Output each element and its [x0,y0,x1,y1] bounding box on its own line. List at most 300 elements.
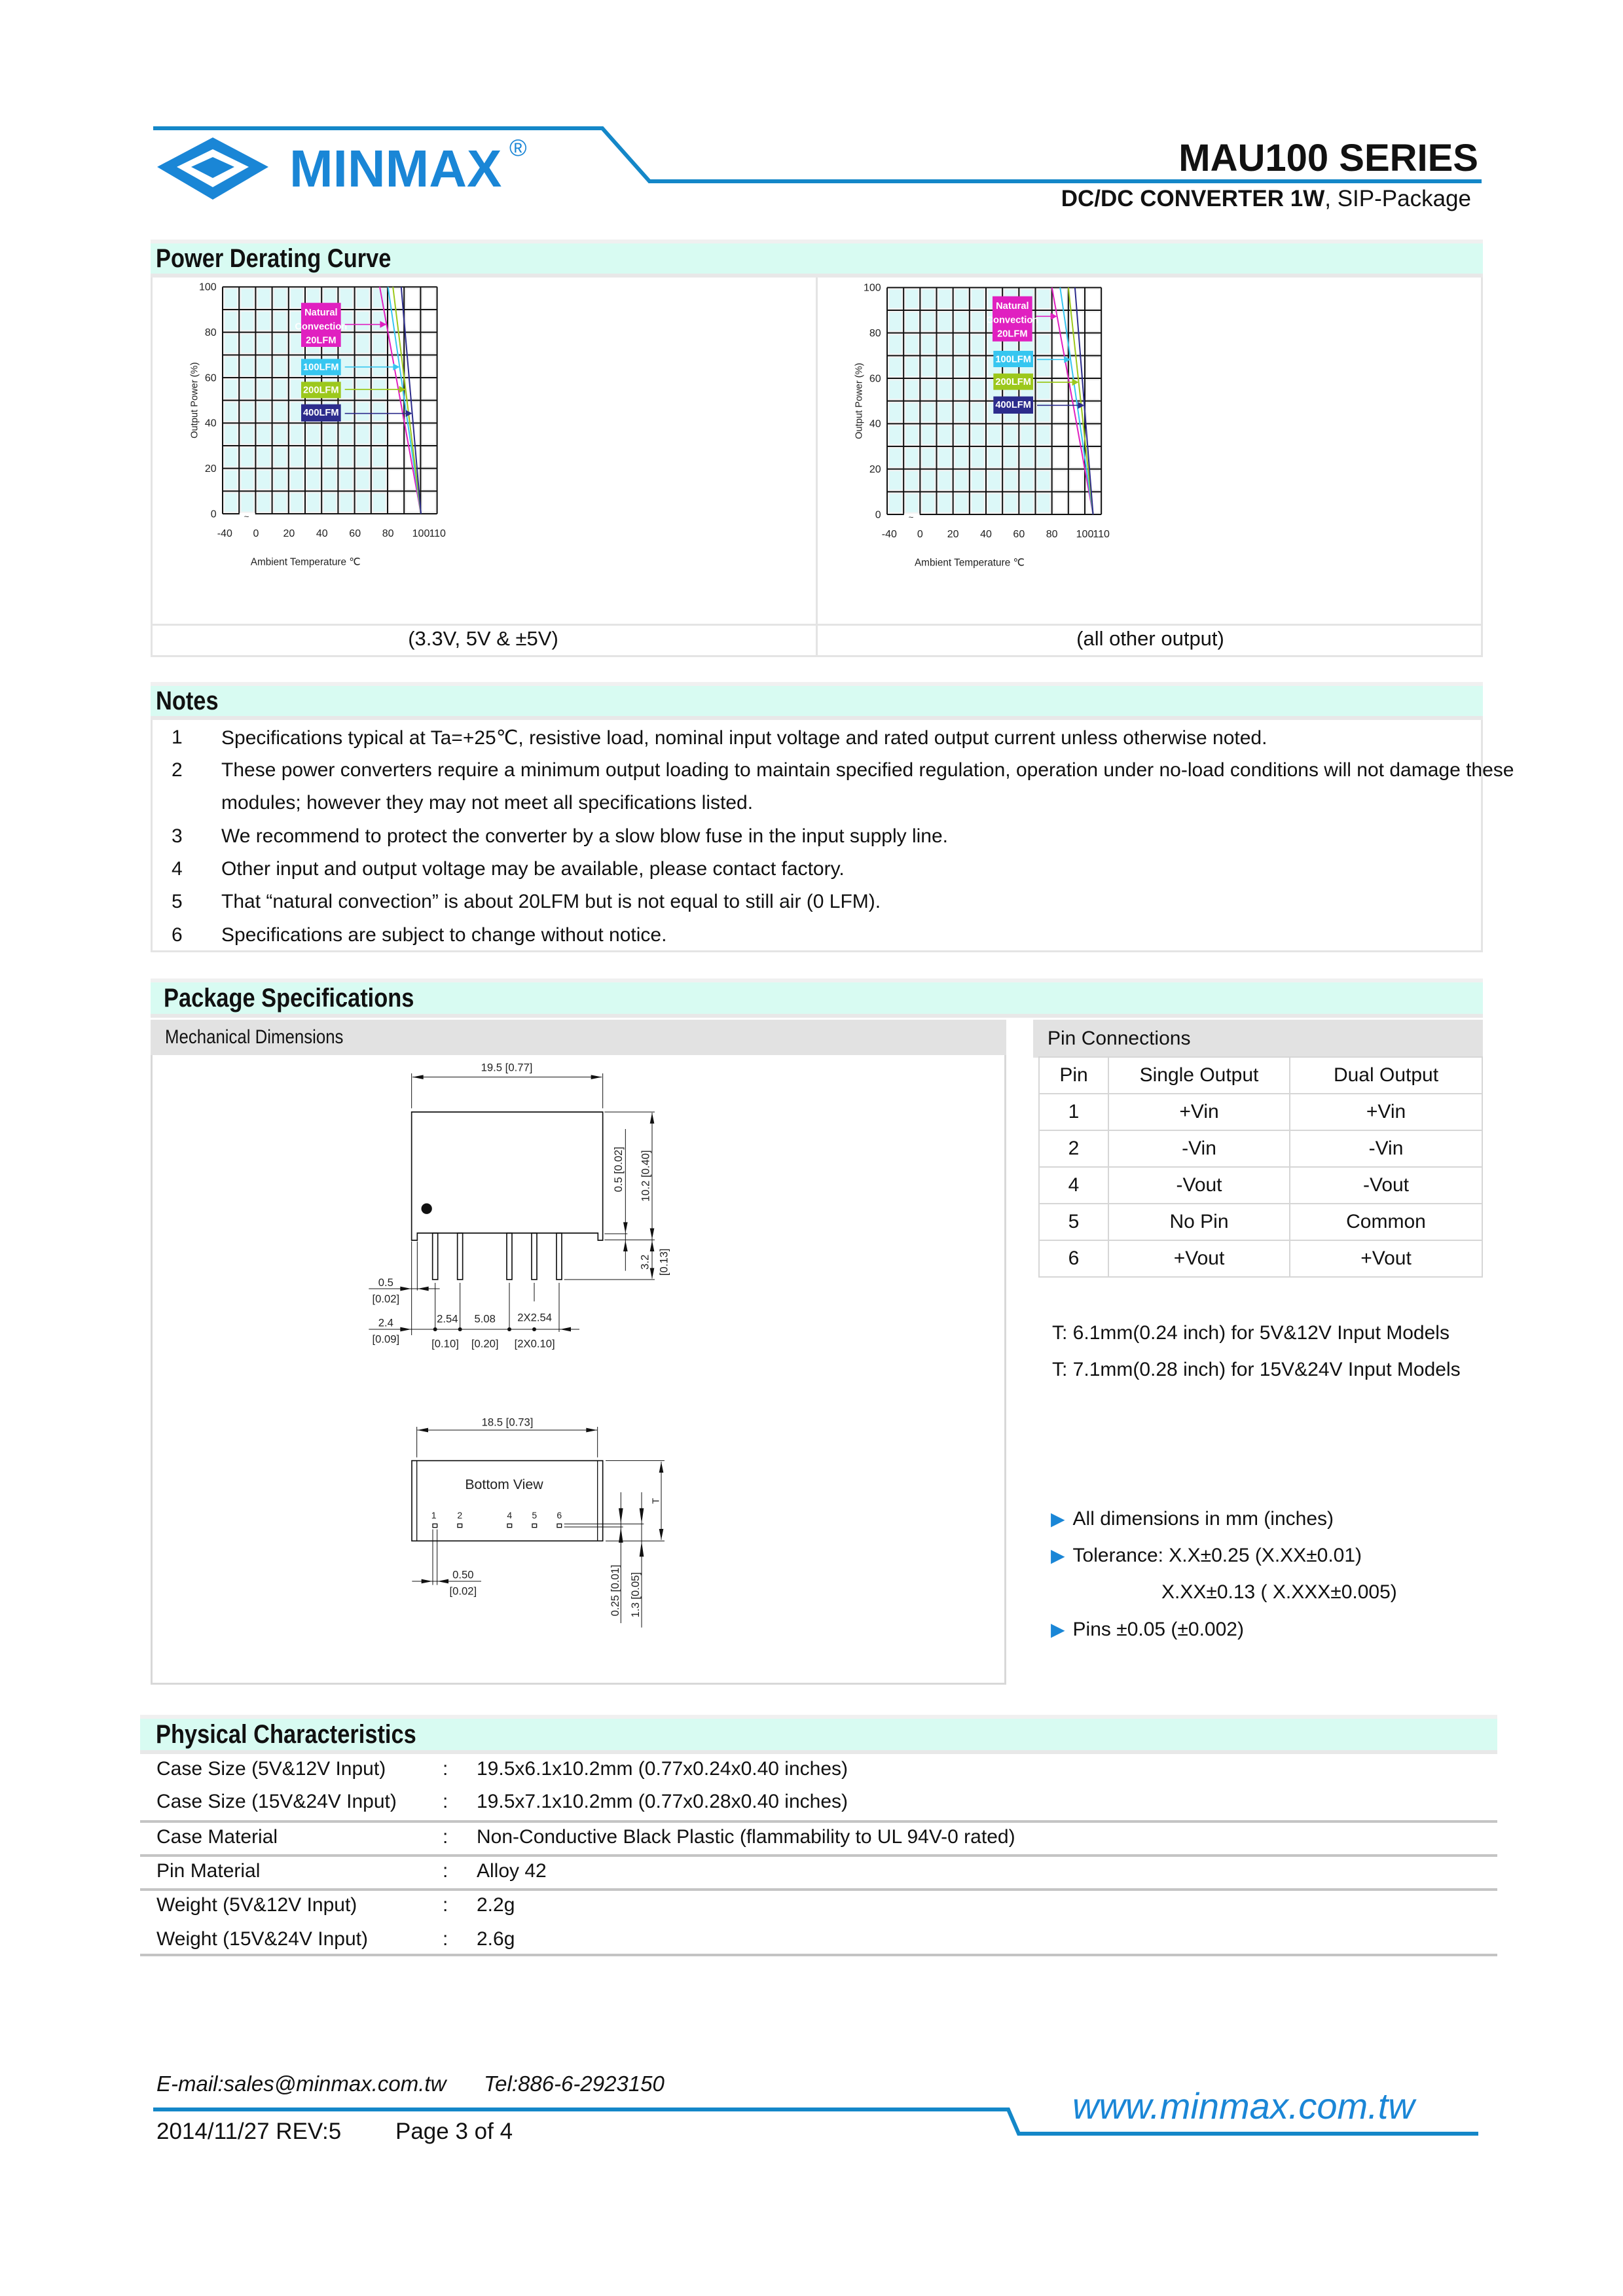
x-tick-label: 60 [1013,529,1025,540]
grid-cell-inner [390,425,402,444]
heading-text: Physical Characteristics [156,1719,416,1749]
phys-colon: : [443,1826,448,1848]
x-tick-label: 20 [947,529,959,540]
grid-cell-inner [939,426,951,444]
note-text: We recommend to protect the converter by a slow blow fuse in the input supply line. [221,825,949,847]
grid-cell-inner [1087,290,1099,308]
footer-tel: Tel:886-6-2923150 [484,2072,665,2096]
grid-cell-inner [357,334,369,353]
dim-pad-height: 0.25 [0.01] [609,1564,621,1617]
y-tick-label: 100 [863,282,881,294]
grid-cell-inner [340,334,353,353]
grid-cell-inner [357,448,369,466]
note-number: 1 [172,726,183,748]
phys-value: 2.6g [477,1928,515,1950]
grid-cell-inner [225,289,237,308]
table-cell: -Vout [1108,1167,1290,1204]
phys-label: Case Size (15V&24V Input) [156,1791,397,1812]
y-tick-label: 20 [204,463,217,475]
x-tick-label: 0 [917,529,923,540]
grid-cell-inner [988,426,1000,444]
note-number: 4 [172,858,183,880]
grid-cell-inner [906,290,919,308]
grid-cell-inner [340,471,353,489]
x-tick-label: 20 [283,528,295,539]
x-tick-label: -40 [881,529,897,540]
y-tick-label: 20 [869,464,881,475]
t-note-2: T: 7.1mm(0.28 inch) for 15V&24V Input Models [1052,1359,1461,1380]
grid-cell-inner [939,312,951,331]
grid-cell-inner [307,471,319,489]
grid-cell-inner [357,471,369,489]
dim-pin-length-in: [0.13] [657,1248,670,1276]
bullet-text: Pins ±0.05 (±0.002) [1072,1619,1244,1640]
grid-cell-inner [258,471,270,489]
grid-cell-inner [390,448,402,466]
grid-cell-inner [988,471,1000,490]
grid-cell-inner [1054,494,1067,512]
phys-value: Non-Conductive Black Plastic (flammability to UL 94V-0 rated) [477,1826,1015,1848]
dim-offset: 2.4 [378,1316,393,1329]
module-bottom [412,1461,603,1541]
grid-cell-inner [274,289,287,308]
grid-cell-inner [972,335,984,353]
grid-cell-inner [324,471,337,489]
x-tick-label: 60 [349,528,361,539]
phys-colon: : [443,1791,448,1812]
grid-cell-inner [1005,426,1017,444]
grid-cell-inner [274,380,287,398]
table-header-row [1039,1057,1482,1094]
grid-cell-inner [1038,335,1050,353]
grid-cell-inner [939,494,951,512]
grid-cell-inner [1087,358,1099,376]
grid-cell-inner [373,448,386,466]
grid-cell-inner [373,471,386,489]
grid-cell-inner [274,448,287,466]
x-tick-label: 100 [1076,529,1094,540]
grid-cell-inner [291,493,303,512]
x-tick-label: 80 [382,528,394,539]
grid-cell-inner [274,334,287,353]
grid-cell-inner [357,357,369,376]
dim-pitch1-in: [0.10] [431,1337,459,1350]
y-tick-label: 0 [210,509,217,520]
grid-cell-inner [1054,448,1067,467]
x-tick-label: 110 [1093,529,1110,540]
grid-cell-inner [1070,335,1083,353]
phys-value: Alloy 42 [477,1860,547,1882]
y-tick-label: 60 [869,373,881,385]
subtitle-rest: , SIP-Package [1324,186,1471,211]
note-number: 6 [172,924,183,946]
legend-label: 200LFM [995,377,1031,387]
grid-cell-inner [939,335,951,353]
grid-cell-inner [906,448,919,467]
grid-cell-inner [423,448,435,466]
grid-cell-inner [242,493,254,512]
table-cell: -Vout [1290,1167,1482,1204]
dim-pitch3-in: [2X0.10] [514,1337,555,1350]
y-tick-label: 40 [869,418,881,430]
grid-cell-inner [955,358,968,376]
section-heading-derating [151,240,1483,278]
grid-cell-inner [423,312,435,330]
legend-label: 400LFM [303,408,339,418]
grid-cell-inner [889,471,902,490]
legend-label: Convection [295,321,348,332]
table-cell: +Vout [1108,1240,1290,1277]
footer-date-rev: 2014/11/27 REV:5 [156,2119,342,2144]
grid-cell-inner [340,289,353,308]
phys-value: 2.2g [477,1894,515,1916]
grid-cell-inner [1038,290,1050,308]
pin1-marker [422,1204,431,1213]
legend-label: 400LFM [995,400,1031,410]
grid-cell-inner [906,312,919,331]
phys-colon: : [443,1894,448,1916]
grid-cell-inner [906,380,919,399]
grid-cell-inner [1021,494,1034,512]
dim-pitch2: 5.08 [474,1312,496,1325]
dim-pitch2-in: [0.20] [471,1337,499,1350]
grid-cell-inner [307,448,319,466]
phys-value: 19.5x7.1x10.2mm (0.77x0.28x0.40 inches) [477,1791,848,1812]
phys-value: 19.5x6.1x10.2mm (0.77x0.24x0.40 inches) [477,1758,848,1780]
grid-cell-inner [373,493,386,512]
note-text: modules; however they may not meet all specifications listed. [221,792,754,814]
section-heading-notes [151,682,1483,720]
grid-cell-inner [274,425,287,444]
grid-cell-inner [274,312,287,330]
grid-cell-inner [324,425,337,444]
table-row [1039,1204,1482,1240]
grid-cell-inner [955,335,968,353]
grid-cell-inner [1038,358,1050,376]
bottom-view-drawing [360,1407,818,1656]
axis-break-icon: ~ [244,511,249,522]
note-text: Specifications typical at Ta=+25℃, resistive load, nominal input voltage and rated output current unless otherwise noted. [221,727,1267,749]
grid-cell-inner [258,403,270,421]
divider [140,1888,1497,1891]
grid-cell-inner [324,448,337,466]
table-row [1039,1094,1482,1130]
table-cell: +Vin [1290,1094,1482,1130]
grid-cell-inner [889,312,902,331]
table-cell: +Vin [1108,1094,1290,1130]
pin-number: 1 [431,1510,437,1520]
phys-colon: : [443,1928,448,1950]
y-axis-label: Output Power (%) [854,363,865,439]
footer-website[interactable]: www.minmax.com.tw [1072,2085,1415,2126]
heading-text: Package Specifications [164,983,414,1013]
grid-cell-inner [1038,471,1050,490]
grid-cell-inner [291,448,303,466]
derating-chart-right [818,275,1499,668]
grid-cell-inner [922,448,935,467]
note-text: Other input and output voltage may be available, please contact factory. [221,858,845,880]
pin-number: 4 [507,1510,513,1520]
grid-cell-inner [242,448,254,466]
grid-cell-inner [423,334,435,353]
grid-cell-inner [390,403,402,421]
grid-cell-inner [922,312,935,331]
minmax-logo-icon [157,137,268,203]
grid-cell-inner [955,290,968,308]
note-number: 3 [172,825,183,847]
dim-offset-in: [0.09] [372,1333,400,1346]
grid-cell-inner [1038,448,1050,467]
grid-cell-inner [922,471,935,490]
phys-colon: : [443,1860,448,1882]
divider [140,1820,1497,1823]
grid-cell-inner [1070,494,1083,512]
triangle-bullet-icon: ▶ [1051,1619,1065,1640]
brand-name: MINMAX [289,139,502,198]
grid-cell-inner [1005,471,1017,490]
y-tick-label: 80 [869,328,881,339]
grid-cell-inner [225,312,237,330]
grid-cell-inner [955,426,968,444]
col-pin: Pin [1039,1057,1108,1094]
mech-heading-text: Mechanical Dimensions [165,1026,344,1048]
table-cell: -Vin [1108,1130,1290,1167]
x-tick-label: 40 [980,529,992,540]
grid-cell-inner [972,471,984,490]
module-body [412,1112,603,1240]
grid-cell-inner [242,334,254,353]
grid-cell-inner [242,357,254,376]
grid-cell-inner [922,380,935,399]
grid-cell-inner [242,289,254,308]
grid-cell-inner [340,357,353,376]
grid-cell-inner [1038,426,1050,444]
grid-cell-inner [1087,426,1099,444]
pin-pads [433,1524,562,1527]
arrowheads [400,1075,654,1331]
dim-edge-in: [0.02] [372,1293,400,1305]
grid-cell-inner [889,494,902,512]
phys-label: Weight (15V&24V Input) [156,1928,368,1950]
subtitle-bold: DC/DC CONVERTER 1W [1061,186,1325,211]
y-tick-label: 100 [198,281,217,293]
x-tick-label: 100 [412,528,430,539]
note-text: These power converters require a minimum output loading to maintain specified regulation, operation under no-load conditions will not damage these [221,759,1514,781]
dim-standoff: 0.5 [0.02] [612,1146,625,1193]
bullet-tolerance [1051,1545,1362,1567]
x-tick-label: 80 [1046,529,1058,540]
legend-label: 100LFM [995,354,1031,365]
series-subtitle [1061,186,1471,212]
grid-cell-inner [972,448,984,467]
grid-cell-inner [225,380,237,398]
grid-cell-inner [889,358,902,376]
grid-cell-inner [1054,335,1067,353]
grid-cell-inner [357,493,369,512]
grid-cell-inner [258,380,270,398]
grid-cell-inner [373,403,386,421]
grid-cell-inner [390,471,402,489]
dim-pin-length: 3.2 [638,1254,651,1270]
note-text: That “natural convection” is about 20LFM but is not equal to still air (0 LFM). [221,891,881,912]
pin-heading-text: Pin Connections [1048,1028,1191,1049]
table-row [1039,1240,1482,1277]
pin-number: 6 [556,1510,562,1520]
grid-cell-inner [357,403,369,421]
grid-cell-inner [423,357,435,376]
grid-cell-inner [955,448,968,467]
series-title: MAU100 SERIES [1178,137,1478,179]
phys-label: Case Material [156,1826,278,1848]
heading-text: Notes [156,686,219,715]
grid-cell-inner [340,493,353,512]
grid-cell-inner [972,358,984,376]
grid-cell-inner [242,380,254,398]
x-axis-label: Ambient Temperature ℃ [914,557,1025,569]
grid-cell-inner [225,425,237,444]
grid-cell-inner [258,334,270,353]
grid-cell-inner [258,448,270,466]
grid-cell-inner [889,335,902,353]
arrowheads [417,1428,663,1584]
grid-cell-inner [889,290,902,308]
grid-cell-inner [889,403,902,422]
legend-label: Natural [304,308,338,318]
divider [140,1854,1497,1857]
grid-cell-inner [906,494,919,512]
grid-cell-inner [939,358,951,376]
grid-cell-inner [291,471,303,489]
grid-cell-inner [906,358,919,376]
grid-cell-inner [1021,448,1034,467]
grid-cell-inner [972,403,984,422]
axis-break-icon: ~ [908,512,914,522]
section-heading-package [151,978,1483,1018]
grid-cell-inner [1054,290,1067,308]
table-row [1039,1130,1482,1167]
grid-cell-inner [1087,335,1099,353]
grid-cell-inner [922,358,935,376]
grid-cell-inner [225,448,237,466]
grid-cell-inner [423,425,435,444]
legend-label: 20LFM [306,335,337,346]
grid-cell-inner [423,403,435,421]
grid-cell-inner [423,380,435,398]
grid-cell-inner [258,289,270,308]
grid-cell-inner [1054,380,1067,399]
grid-cell-inner [1054,471,1067,490]
note-text: Specifications are subject to change without notice. [221,924,667,946]
grid-cell-inner [1038,494,1050,512]
col-single-output: Single Output [1108,1057,1290,1094]
grid-cell-inner [423,493,435,512]
grid-cell-inner [225,357,237,376]
grid-cell-inner [274,403,287,421]
grid-cell-inner [1021,426,1034,444]
grid-cell-inner [373,357,386,376]
y-tick-label: 80 [204,327,217,338]
grid-cell-inner [1038,312,1050,331]
grid-cell-inner [972,312,984,331]
grid-cell-inner [972,290,984,308]
grid-cell-inner [1005,448,1017,467]
grid-cell-inner [889,448,902,467]
grid-cell-inner [407,493,419,512]
dim-edge: 0.5 [378,1276,393,1289]
grid-cell-inner [955,471,968,490]
grid-cell-inner [307,493,319,512]
grid-cell-inner [1070,448,1083,467]
footer-email[interactable]: E-mail:sales@minmax.com.tw [156,2072,447,2096]
grid-cell-inner [357,289,369,308]
grid-cell-inner [922,335,935,353]
section-heading-physical [140,1715,1497,1754]
grid-cell-inner [955,494,968,512]
grid-cell-inner [922,494,935,512]
pin-connections-table [1038,1056,1483,1278]
grid-cell-inner [1038,403,1050,422]
grid-cell-inner [988,494,1000,512]
grid-cell-inner [291,403,303,421]
grid-cell-inner [307,425,319,444]
grid-cell-inner [274,493,287,512]
y-axis-label: Output Power (%) [189,362,200,439]
dim-width: 19.5 [0.77] [481,1061,533,1074]
grid-cell-inner [407,380,419,398]
y-tick-label: 40 [204,418,217,429]
x-tick-label: 40 [316,528,328,539]
grid-cell-inner [258,425,270,444]
grid-cell-inner [373,425,386,444]
derating-chart-left [151,275,831,668]
grid-cell-inner [407,334,419,353]
grid-cell-inner [390,289,402,308]
table-cell: 4 [1039,1167,1108,1204]
grid-cell-inner [373,334,386,353]
grid-cell-inner [258,312,270,330]
grid-cell-inner [225,493,237,512]
grid-cell-inner [291,357,303,376]
legend-label: Convection [986,315,1039,326]
dim-pad-offset: 1.3 [0.05] [629,1571,642,1618]
grid-cell-inner [1005,494,1017,512]
grid-cell-inner [955,312,968,331]
grid-cell-inner [291,289,303,308]
x-axis-label: Ambient Temperature ℃ [250,556,361,568]
x-tick-label: -40 [217,528,232,539]
grid-cell-inner [1087,380,1099,399]
legend-label: 20LFM [997,329,1028,340]
phys-label: Weight (5V&12V Input) [156,1894,357,1916]
grid-cell-inner [906,403,919,422]
dim-pad-width: 0.50 [452,1568,474,1581]
grid-cell-inner [939,448,951,467]
grid-cell-inner [1038,380,1050,399]
table-cell: 6 [1039,1240,1108,1277]
grid-cell-inner [922,426,935,444]
note-number: 5 [172,891,183,912]
table-cell: No Pin [1108,1204,1290,1240]
grid-cell-inner [242,425,254,444]
grid-cell-inner [1087,403,1099,422]
grid-cell-inner [972,494,984,512]
col-dual-output: Dual Output [1290,1057,1482,1094]
bullet-text: All dimensions in mm (inches) [1072,1508,1334,1530]
phys-label: Pin Material [156,1860,261,1882]
grid-cell-inner [258,357,270,376]
grid-cell-inner [291,425,303,444]
footer-page: Page 3 of 4 [395,2119,513,2144]
